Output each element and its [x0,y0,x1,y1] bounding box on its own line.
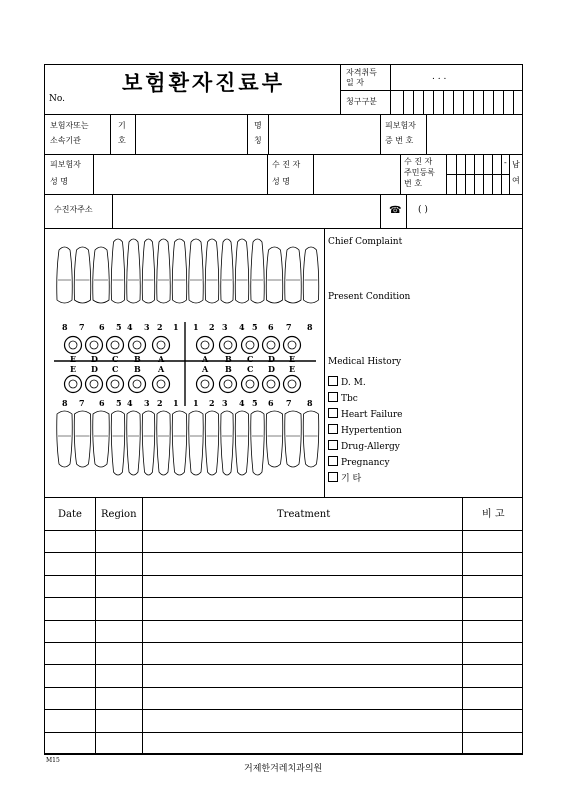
table-row [44,575,523,576]
lower-tooth [142,411,155,475]
history-item-label: D. M. [341,378,366,388]
tooth-label: 1 [193,322,199,332]
tooth-label: 3 [144,398,150,408]
upper-tooth [111,239,125,303]
tooth-label: 2 [157,322,163,332]
tooth-label: E [289,364,296,374]
upper-tooth [266,247,283,303]
primary-tooth [242,376,259,393]
tooth-label: 5 [116,322,122,332]
dental-chart[interactable] [44,228,324,497]
primary-tooth [65,376,82,393]
symbol-label: 기 [118,121,126,130]
lower-teeth-drawing [57,411,319,475]
address-field[interactable] [113,195,379,227]
tooth-label: 5 [252,322,258,332]
upper-tooth [157,239,171,303]
tooth-label: 6 [99,322,105,332]
tooth-label: 8 [307,322,313,332]
table-row [44,552,523,553]
tooth-label: 8 [62,322,68,332]
table-row [44,597,523,598]
symbol-field[interactable] [136,115,246,153]
checkbox[interactable] [328,424,338,434]
lower-primary-teeth [65,376,301,393]
tooth-label: 3 [222,398,228,408]
upper-tooth [285,247,302,303]
tooth-label: 5 [252,398,258,408]
table-row [44,732,523,733]
insurance-card-label: 피보험자 [385,121,416,130]
tooth-label: C [112,364,119,374]
tooth-label: B [134,354,141,364]
history-item-label: Hypertention [341,426,402,436]
history-item[interactable] [328,376,366,389]
tooth-label: 1 [193,398,199,408]
sex-male-option[interactable]: 남 [512,160,520,169]
upper-tooth [127,239,141,303]
table-row [44,754,523,755]
no-label: No. [49,94,65,104]
tooth-label: 6 [268,398,274,408]
tooth-label: D [268,364,275,374]
primary-tooth [197,337,214,354]
patient-id-label: 수 진 자 [404,157,433,166]
checkbox[interactable] [328,440,338,450]
upper-teeth-drawing [57,239,319,303]
tooth-label: C [112,354,119,364]
primary-tooth [197,376,214,393]
upper-tooth [57,247,73,303]
present-condition-label: Present Condition [328,292,411,302]
tooth-label: 7 [286,322,292,332]
primary-tooth [107,376,124,393]
lower-tooth [57,411,73,467]
header-region: Region [101,509,137,520]
primary-tooth [86,337,103,354]
primary-tooth [86,376,103,393]
history-item-label: Heart Failure [341,410,403,420]
primary-tooth [107,337,124,354]
history-item[interactable] [328,392,358,405]
table-row [44,664,523,665]
tooth-label: 8 [62,398,68,408]
tooth-label: A [202,364,209,374]
history-item-label: Pregnancy [341,458,390,468]
patient-name-field[interactable] [314,155,399,193]
tooth-label: C [247,364,254,374]
primary-tooth [129,376,146,393]
lower-tooth [235,411,249,475]
history-item[interactable] [328,472,361,485]
upper-tooth [251,239,265,303]
history-item[interactable] [328,408,403,421]
tooth-label: D [91,364,98,374]
lower-tooth [285,411,302,467]
tooth-label: 2 [209,398,215,408]
address-label: 수진자주소 [54,205,93,214]
lower-tooth [189,411,204,475]
tooth-label: A [158,354,165,364]
history-item-label: Tbc [341,394,358,404]
lower-tooth [303,411,319,467]
primary-tooth [284,376,301,393]
form-code: M15 [46,757,60,764]
upper-tooth [172,239,187,303]
upper-tooth [189,239,204,303]
upper-primary-teeth [65,337,301,354]
lower-tooth [111,411,125,475]
history-item-label: 기 타 [341,474,362,484]
insurance-card-field[interactable] [427,115,521,153]
patient-name-label: 수 진 자 [272,160,301,169]
tooth-label: E [289,354,296,364]
primary-tooth [153,337,170,354]
lower-tooth [266,411,283,467]
header-date: Date [58,509,82,520]
tooth-label: E [70,354,77,364]
checkbox[interactable] [328,472,338,482]
tooth-label: 6 [99,398,105,408]
insured-person-label: 피보험자 [50,160,81,169]
primary-tooth [153,376,170,393]
tooth-label: 3 [144,322,150,332]
tooth-label: D [91,354,98,364]
lower-tooth [157,411,171,475]
primary-tooth [263,376,280,393]
tooth-label: A [202,354,209,364]
tooth-label: C [247,354,254,364]
form-title: 보험환자진료부 [122,71,286,95]
lower-tooth [251,411,265,475]
tooth-label: B [225,364,232,374]
primary-tooth [242,337,259,354]
qualification-date-field[interactable]: . . . [432,72,447,82]
tooth-label: 4 [127,322,133,332]
upper-tooth [221,239,234,303]
checkbox[interactable] [328,392,338,402]
claim-class-label: 청구구분 [346,97,377,106]
primary-tooth [220,376,237,393]
phone-field[interactable]: ( ) [418,205,428,215]
tooth-label: D [268,354,275,364]
history-item[interactable] [328,456,390,469]
tooth-label: 1 [173,322,179,332]
tooth-label: 4 [239,322,245,332]
primary-tooth [284,337,301,354]
org-name-field[interactable] [269,115,379,153]
table-row [44,687,523,688]
header-treatment: Treatment [277,509,331,520]
tooth-label: 2 [209,322,215,332]
lower-tooth [221,411,234,475]
checkbox[interactable] [328,456,338,466]
primary-tooth [263,337,280,354]
chief-complaint-label: Chief Complaint [328,237,403,247]
primary-tooth [129,337,146,354]
tooth-label: 4 [239,398,245,408]
primary-tooth [220,337,237,354]
tooth-label: 4 [127,398,133,408]
table-row [44,620,523,621]
upper-tooth [93,247,110,303]
history-item[interactable] [328,424,402,437]
tooth-label: A [158,364,165,374]
lower-tooth [93,411,110,467]
medical-history-label: Medical History [328,357,402,367]
upper-tooth [303,247,319,303]
checkbox[interactable] [328,376,338,386]
tooth-label: 3 [222,322,228,332]
qualification-date-label: 자격취득 [346,68,377,77]
table-row [44,709,523,710]
upper-tooth [205,239,219,303]
sex-female-option[interactable]: 여 [512,176,520,185]
tooth-label: B [225,354,232,364]
insurer-org-label: 보험자또는 [50,121,89,130]
tooth-label: 2 [157,398,163,408]
tooth-label: 5 [116,398,122,408]
tooth-label: 8 [307,398,313,408]
upper-tooth [235,239,249,303]
tooth-label: 6 [268,322,274,332]
lower-tooth [127,411,141,475]
lower-tooth [74,411,91,467]
checkbox[interactable] [328,408,338,418]
tooth-label: 7 [286,398,292,408]
tooth-label: 7 [79,322,85,332]
table-row [44,642,523,643]
tooth-label: B [134,364,141,374]
upper-tooth [142,239,155,303]
history-item[interactable] [328,440,400,453]
clinic-name: 거제한겨레치과의원 [244,764,323,774]
upper-tooth [74,247,91,303]
lower-tooth [205,411,219,475]
primary-tooth [65,337,82,354]
org-name-label: 명 [254,121,262,130]
lower-tooth [172,411,187,475]
tooth-label: 1 [173,398,179,408]
tooth-label: 7 [79,398,85,408]
insured-person-field[interactable] [94,155,266,193]
tooth-label: E [70,364,77,374]
header-remarks: 비 고 [482,509,505,520]
history-item-label: Drug-Allergy [341,442,400,452]
phone-icon: ☎ [389,205,402,216]
